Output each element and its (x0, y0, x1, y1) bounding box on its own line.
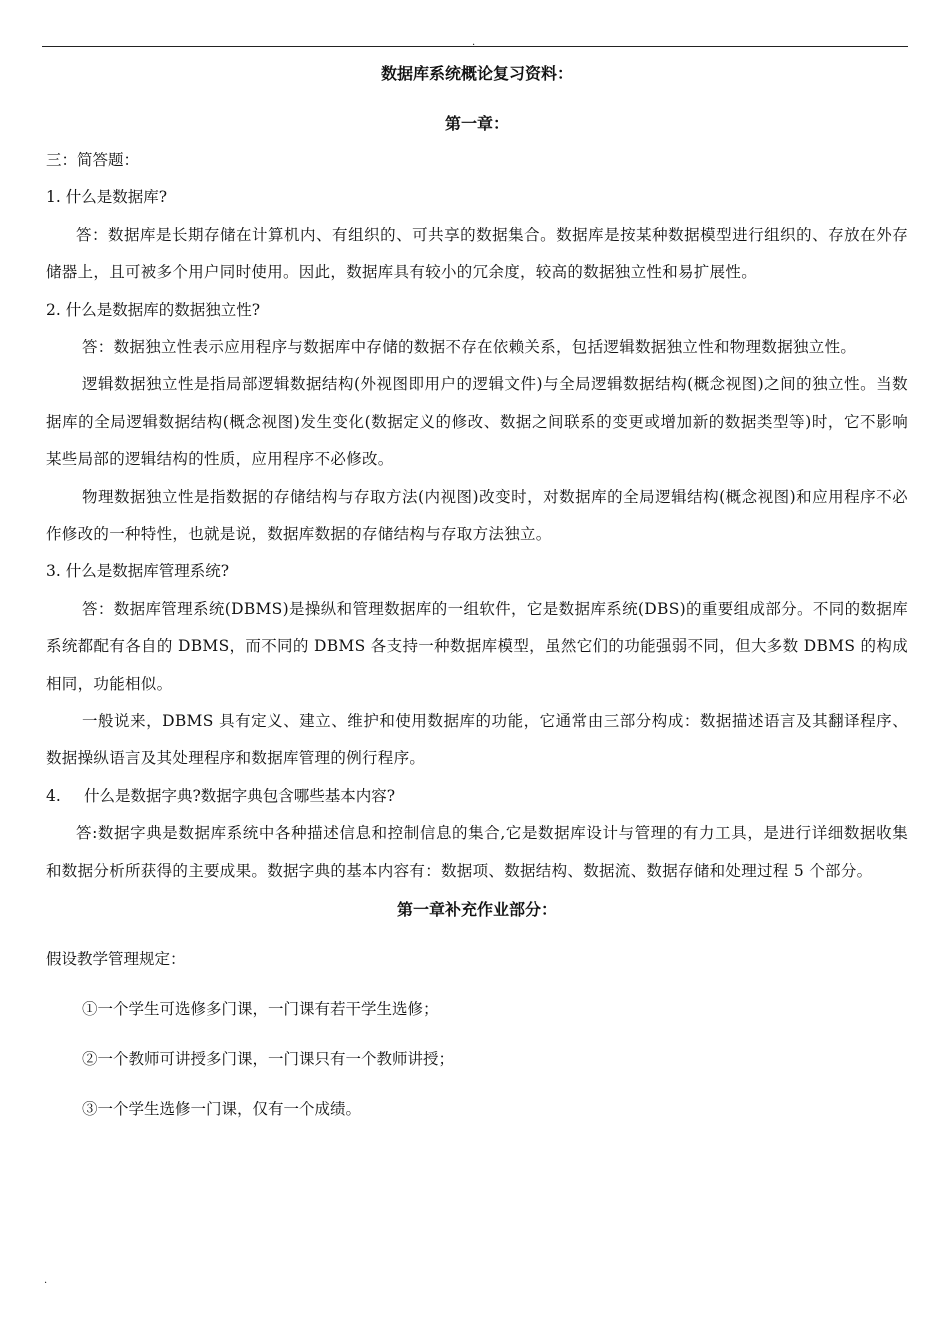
question-4 (46, 778, 908, 815)
document-body (46, 56, 908, 1134)
answer-3-more: 一般说来，DBMS 具有定义、建立、维护和使用数据库的功能，它通常由三部分构成：数据描述语言及其翻译程序、数据操纵语言及其处理程序和数据库管理的例行程序。 (46, 712, 908, 768)
supplement-heading: 第一章补充作业部分： (396, 900, 557, 920)
rule-item: ①一个学生可选修多门课，一门课有若干学生选修； (82, 1000, 439, 1019)
header-mark: . (472, 37, 476, 48)
rule-item: ②一个教师可讲授多门课，一门课只有一个教师讲授； (82, 1050, 455, 1069)
question-3: 3. 什么是数据库管理系统? (46, 562, 230, 581)
supplement-assumption: 假设教学管理规定： (46, 950, 186, 969)
answer-2-logical: 逻辑数据独立性是指局部逻辑数据结构(外视图即用户的逻辑文件)与全局逻辑数据结构(概念视图)之间的独立性。当数据库的全局逻辑数据结构(概念视图)发生变化(数据定义的修改、数据之间联系的变更或增加新的数据类型等)时，它不影响某些局部的逻辑结构的性质，应用程序不必修改。 (46, 375, 908, 469)
question-4-text: 什么是数据字典?数据字典包含哪些基本内容? (84, 786, 396, 805)
header-rule (42, 46, 908, 47)
document-title: 数据库系统概论复习资料： (380, 64, 573, 83)
chapter1-heading: 第一章： (444, 114, 509, 133)
answer-4: 答:数据字典是数据库系统中各种描述信息和控制信息的集合,它是数据库设计与管理的有力工具，是进行详细数据收集和数据分析所获得的主要成果。数据字典的基本内容有：数据项、数据结构、数据流、数据存储和处理过程 5 个部分。 (46, 824, 908, 880)
answer-2: 答：数据独立性表示应用程序与数据库中存储的数据不存在依赖关系，包括逻辑数据独立性和物理数据独立性。 (82, 337, 857, 356)
rule-item: ③一个学生选修一门课，仅有一个成绩。 (82, 1100, 362, 1119)
section-heading: 三：简答题： (46, 151, 140, 169)
question-4-number: 4. (46, 786, 61, 805)
answer-3: 答：数据库管理系统(DBMS)是操纵和管理数据库的一组软件，它是数据库系统(DBS)的重要组成部分。不同的数据库系统都配有各自的 DBMS，而不同的 DBMS 各支持一种数据库模型，虽然它们的功能强弱不同，但大多数 DBMS 的构成相同，功能相似。 (46, 599, 908, 693)
footer-mark: . (44, 1275, 48, 1286)
answer-1: 答：数据库是长期存储在计算机内、有组织的、可共享的数据集合。数据库是按某种数据模型进行组织的、存放在外存储器上，且可被多个用户同时使用。因此，数据库具有较小的冗余度，较高的数据独立性和易扩展性。 (46, 225, 908, 282)
question-2: 2. 什么是数据库的数据独立性? (46, 300, 261, 319)
answer-2-physical: 物理数据独立性是指数据的存储结构与存取方法(内视图)改变时，对数据库的全局逻辑结构(概念视图)和应用程序不必作修改的一种特性，也就是说，数据库数据的存储结构与存取方法独立。 (46, 487, 908, 544)
question-1: 1. 什么是数据库? (46, 188, 168, 207)
